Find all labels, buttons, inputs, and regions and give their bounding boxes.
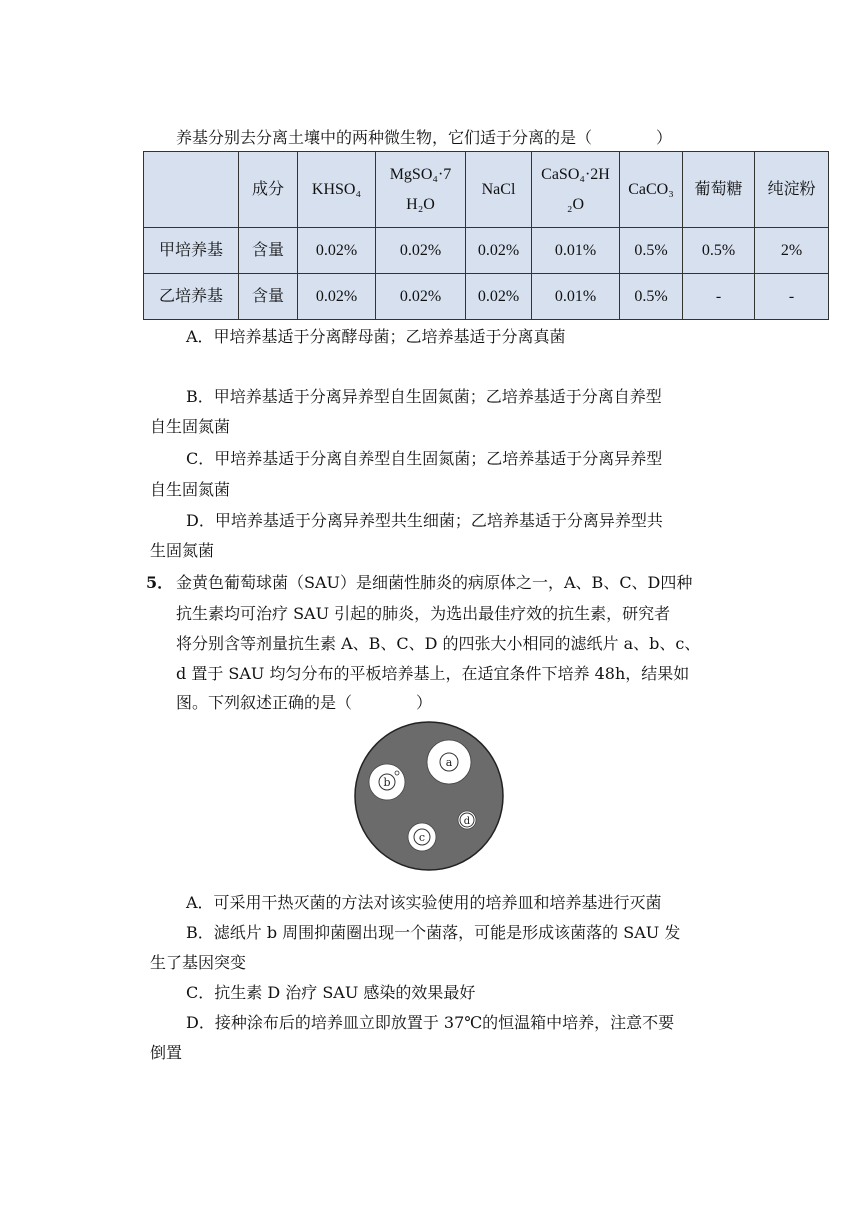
- header-mgso4: [376, 152, 466, 228]
- q4-option-a: A．甲培养基适于分离酵母菌；乙培养基适于分离真菌: [186, 327, 566, 346]
- table-cell: 0.5%: [620, 274, 683, 320]
- header-starch: 纯淀粉: [755, 152, 829, 228]
- q5-stem-line2: 抗生素均可治疗 SAU 引起的肺炎，为选出最佳疗效的抗生素，研究者: [176, 604, 671, 623]
- medium-composition-table: [143, 151, 829, 320]
- question-intro: 养基分别去分离土壤中的两种微生物，它们适于分离的是（ ）: [176, 128, 673, 147]
- q4-option-b-line1: B．甲培养基适于分离异养型自生固氮菌；乙培养基适于分离自养型: [186, 387, 662, 406]
- table-cell: 2%: [755, 228, 829, 274]
- header-khso4: KHSO₄: [298, 152, 376, 228]
- q5-option-a: A．可采用干热灭菌的方法对该实验使用的培养皿和培养基进行灭菌: [186, 893, 662, 912]
- row-name: 乙培养基: [144, 274, 239, 320]
- row-name: 甲培养基: [144, 228, 239, 274]
- q5-option-d-line2: 倒置: [150, 1043, 183, 1062]
- table-cell: -: [683, 274, 755, 320]
- table-cell: 0.02%: [376, 228, 466, 274]
- q5-number: 5．: [146, 573, 174, 592]
- q4-option-c-line1: C．甲培养基适于分离自养型自生固氮菌；乙培养基适于分离异养型: [186, 449, 663, 468]
- q4-option-d-line1: D．甲培养基适于分离异养型共生细菌；乙培养基适于分离异养型共: [186, 511, 663, 530]
- header-component: 成分: [239, 152, 298, 228]
- label-c: c: [418, 831, 426, 844]
- header-mgso4-line2: H₂O: [406, 195, 435, 213]
- table-row: [144, 274, 829, 320]
- q5-option-d-line1: D．接种涂布后的培养皿立即放置于 37℃的恒温箱中培养，注意不要: [186, 1013, 675, 1032]
- q5-stem-line3: 将分别含等剂量抗生素 A、B、C、D 的四张大小相同的滤纸片 a、b、c、: [176, 634, 701, 653]
- header-glucose: 葡萄糖: [683, 152, 755, 228]
- header-caso4-line1: CaSO₄·2H: [541, 165, 610, 183]
- table-cell: 0.01%: [532, 228, 620, 274]
- petri-dish-figure: [353, 720, 505, 872]
- q4-option-c-line2: 自生固氮菌: [150, 480, 231, 499]
- row-label: 含量: [239, 228, 298, 274]
- header-caso4-line2: ₂O: [566, 195, 585, 213]
- table-cell: 0.02%: [466, 228, 532, 274]
- header-caco3: CaCO₃: [620, 152, 683, 228]
- header-mgso4-line1: MgSO₄·7: [389, 165, 452, 183]
- q5-stem-line1: 金黄色葡萄球菌（SAU）是细菌性肺炎的病原体之一，A、B、C、D四种: [176, 573, 693, 592]
- q4-option-d-line2: 生固氮菌: [150, 541, 215, 560]
- q5-option-b-line2: 生了基因突变: [150, 953, 247, 972]
- table-cell: 0.02%: [466, 274, 532, 320]
- row-label: 含量: [239, 274, 298, 320]
- colony-in-zone-b: [395, 771, 399, 775]
- q5-option-b-line1: B．滤纸片 b 周围抑菌圈出现一个菌落，可能是形成该菌落的 SAU 发: [186, 923, 681, 942]
- table-cell: 0.02%: [376, 274, 466, 320]
- q4-option-b-line2: 自生固氮菌: [150, 417, 231, 436]
- label-a: a: [445, 756, 453, 769]
- table-cell: 0.5%: [620, 228, 683, 274]
- table-cell: 0.02%: [298, 228, 376, 274]
- header-nacl: NaCl: [466, 152, 532, 228]
- label-b: b: [383, 776, 391, 789]
- table-row: [144, 228, 829, 274]
- table-cell: 0.02%: [298, 274, 376, 320]
- table-cell: 0.01%: [532, 274, 620, 320]
- header-blank-cell: [144, 152, 239, 228]
- table-cell: 0.5%: [683, 228, 755, 274]
- label-d: d: [463, 816, 471, 827]
- table-header-row: [144, 152, 829, 228]
- header-caso4: [532, 152, 620, 228]
- q5-stem-line5: 图。下列叙述正确的是（ ）: [176, 693, 433, 712]
- q5-option-c: C．抗生素 D 治疗 SAU 感染的效果最好: [186, 983, 476, 1002]
- q5-stem-line4: d 置于 SAU 均匀分布的平板培养基上，在适宜条件下培养 48h，结果如: [176, 664, 690, 683]
- table-cell: -: [755, 274, 829, 320]
